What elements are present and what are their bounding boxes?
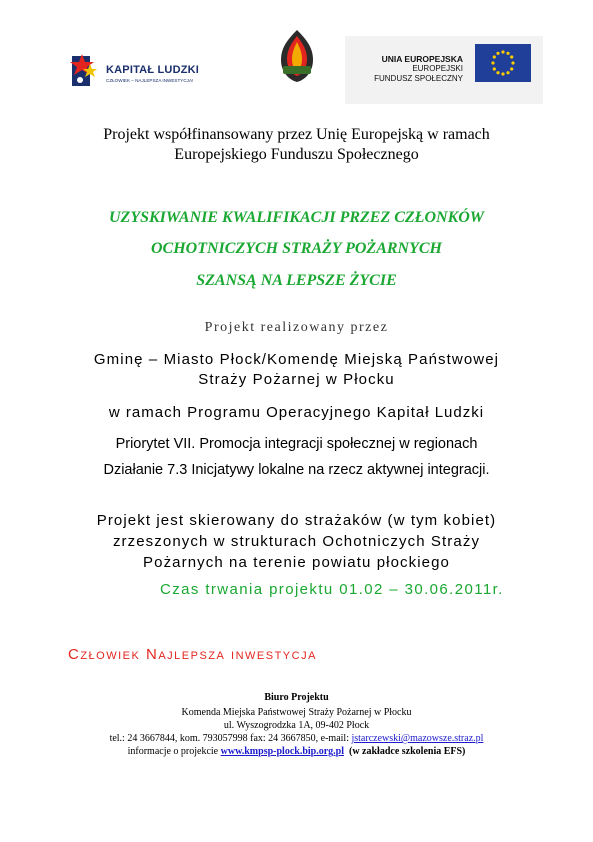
eu-logo-text <box>365 54 463 84</box>
office-contact <box>0 732 593 745</box>
measure-line: Działanie 7.3 Inicjatywy lokalne na rzecz aktywnej integracji. <box>103 462 490 478</box>
email-link[interactable]: jstarczewski@mazowsze.straz.pl <box>351 733 484 744</box>
implementer-line-2: Straży Pożarnej w Płocku <box>198 371 395 388</box>
eu-flag-icon <box>475 44 531 82</box>
implementer <box>0 350 593 390</box>
project-title-line-1: UZYSKIWANIE KWALIFIKACJI PRZEZ CZŁONKÓW <box>108 209 485 226</box>
office-info-prefix: informacje o projekcie <box>127 746 221 757</box>
target-group <box>0 510 593 573</box>
office-info-suffix: (w zakładce szkolenia EFS) <box>349 746 466 757</box>
realized-by-label: Projekt realizowany przez <box>204 320 389 335</box>
office-contact-phones: tel.: 24 3667844, kom. 793057998 fax: 24 3667850, e-mail: <box>109 733 352 744</box>
eu-logo-line1: EUROPEJSKI <box>412 64 463 73</box>
office-line-1: Komenda Miejska Państwowej Straży Pożarnej w Płocku <box>181 707 412 718</box>
priority-line: Priorytet VII. Promocja integracji społecznej w regionach <box>115 436 478 452</box>
implementer-line-1: Gminę – Miasto Płock/Komendę Miejską Państwowej <box>93 351 500 368</box>
kapital-ludzki-title: KAPITAŁ LUDZKI <box>106 64 200 76</box>
office-title: Biuro Projektu <box>264 692 329 703</box>
website-link[interactable]: www.kmpsp-plock.bip.org.pl <box>220 746 344 757</box>
target-group-line-2: zrzeszonych w strukturach Ochotniczych Straży <box>112 533 481 550</box>
cofinance-line-1: Projekt współfinansowany przez Unię Europejską w ramach <box>103 126 490 143</box>
eu-logo <box>345 36 543 104</box>
kapital-ludzki-subtitle: CZŁOWIEK – NAJLEPSZA INWESTYCJA! <box>106 78 194 83</box>
eu-logo-title: UNIA EUROPEJSKA <box>381 54 463 64</box>
osp-emblem-logo <box>273 28 321 84</box>
kapital-ludzki-star-icon <box>70 50 104 90</box>
slogan: Człowiek Najlepsza inwestycja <box>68 646 317 663</box>
project-title-line-2: OCHOTNICZYCH STRAŻY POŻARNYCH <box>151 240 442 257</box>
kapital-ludzki-text <box>106 64 199 83</box>
cofinance-line-2: Europejskiego Funduszu Społecznego <box>174 146 419 163</box>
target-group-line-1: Projekt jest skierowany do strażaków (w tym kobiet) <box>96 512 497 529</box>
office-address: ul. Wyszogrodzka 1A, 09-402 Płock <box>223 720 370 731</box>
target-group-line-3: Pożarnych na terenie powiatu płockiego <box>143 554 450 571</box>
fire-brigade-emblem-icon <box>273 28 321 84</box>
program-line: w ramach Programu Operacyjnego Kapitał Ludzki <box>108 404 485 421</box>
project-title-line-3: SZANSĄ NA LEPSZE ŻYCIE <box>196 272 397 289</box>
eu-logo-line2: FUNDUSZ SPOŁECZNY <box>374 74 463 83</box>
office-info <box>0 745 593 758</box>
project-duration: Czas trwania projektu 01.02 – 30.06.2011r. <box>160 581 504 598</box>
kapital-ludzki-logo <box>70 50 220 90</box>
cofinance-statement <box>0 125 593 165</box>
